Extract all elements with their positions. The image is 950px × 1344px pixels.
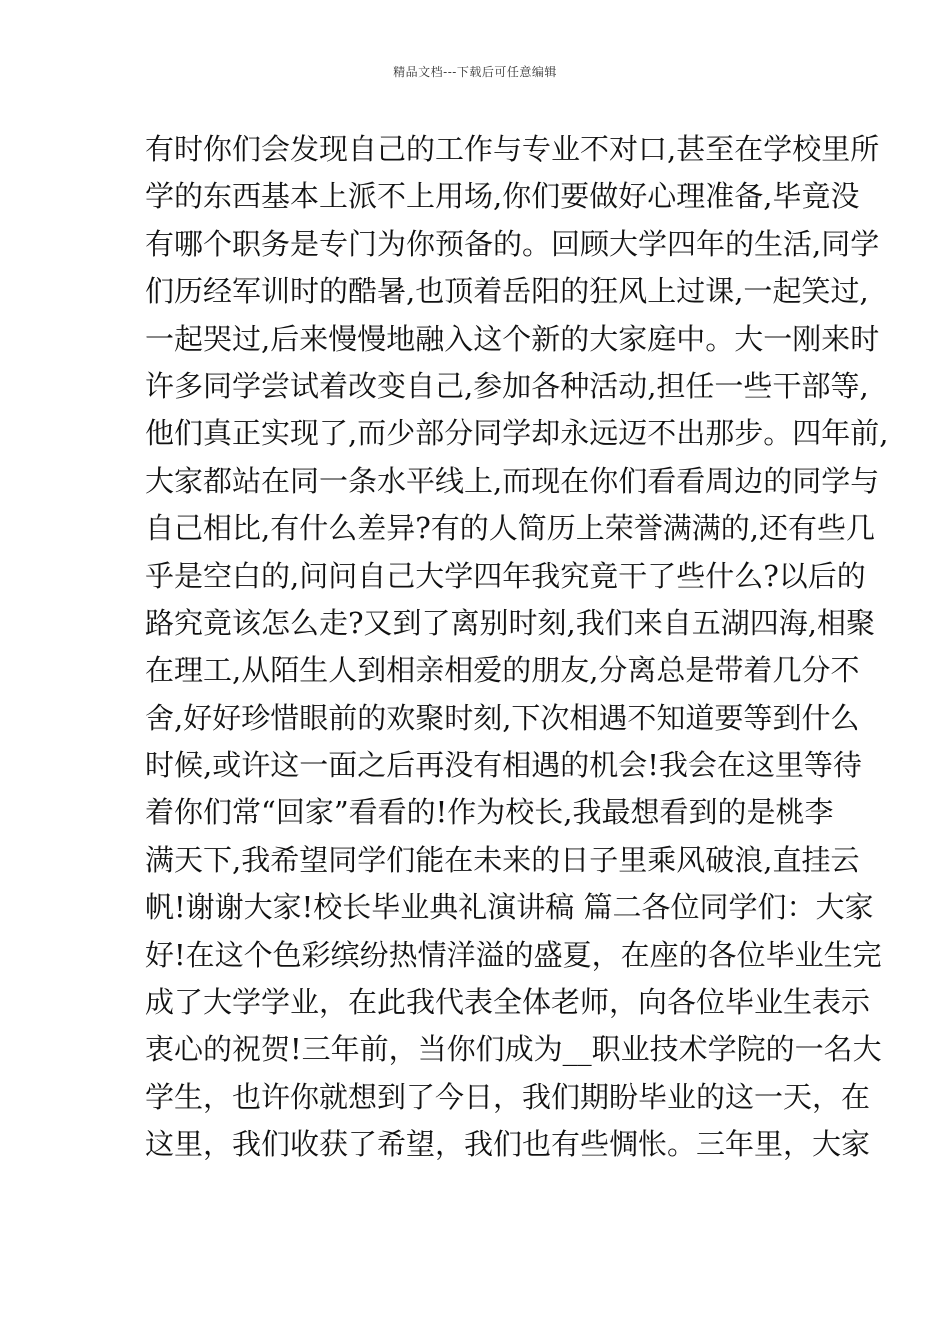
text-line: 好!在这个色彩缤纷热情洋溢的盛夏，在座的各位毕业生完 [145,937,882,972]
text-line: 一起哭过,后来慢慢地融入这个新的大家庭中。大一刚来时 [145,321,880,356]
text-line: 成了大学学业，在此我代表全体老师，向各位毕业生表示 [145,985,871,1020]
text-line: 有时你们会发现自己的工作与专业不对口,甚至在学校里所 [145,132,880,166]
text-line: 时候,或许这一面之后再没有相遇的机会!我会在这里等待 [145,748,862,783]
page-header: 精品文档---下载后可任意编辑 [393,65,557,79]
text-line: 大家都站在同一条水平线上,而现在你们看看周边的同学与 [145,463,880,498]
text-line: 在理工,从陌生人到相亲相爱的朋友,分离总是带着几分不 [145,653,860,688]
body-text [145,126,889,1169]
text-line: 许多同学尝试着改变自己,参加各种活动,担任一些干部等, [145,368,869,403]
text-line: 们历经军训时的酷暑,也顶着岳阳的狂风上过课,一起笑过, [145,274,869,309]
text-line: 这里，我们收获了希望，我们也有些惆怅。三年里，大家 [145,1127,871,1162]
text-line: 他们真正实现了,而少部分同学却永远迈不出那步。四年前, [145,416,889,451]
text-line: 衷心的祝贺!三年前，当你们成为__职业技术学院的一名大 [145,1032,882,1067]
text-line: 帆!谢谢大家!校长毕业典礼演讲稿 篇二各位同学们：大家 [145,890,874,925]
text-line: 学生，也许你就想到了今日，我们期盼毕业的这一天，在 [145,1079,871,1114]
text-line: 学的东西基本上派不上用场,你们要做好心理准备,毕竟没 [145,179,860,214]
text-line: 舍,好好珍惜眼前的欢聚时刻,下次相遇不知道要等到什么 [145,700,860,735]
text-line: 满天下,我希望同学们能在未来的日子里乘风破浪,直挂云 [145,842,860,877]
text-line: 乎是空白的,问问自己大学四年我究竟干了些什么?以后的 [145,558,866,593]
text-line: 路究竟该怎么走?又到了离别时刻,我们来自五湖四海,相聚 [145,605,875,640]
text-line: 自己相比,有什么差异?有的人简历上荣誉满满的,还有些几 [145,511,875,546]
text-line: 有哪个职务是专门为你预备的。回顾大学四年的生活,同学 [145,226,880,261]
text-line: 着你们常“回家”看看的!作为校长,我最想看到的是桃李 [145,795,834,830]
